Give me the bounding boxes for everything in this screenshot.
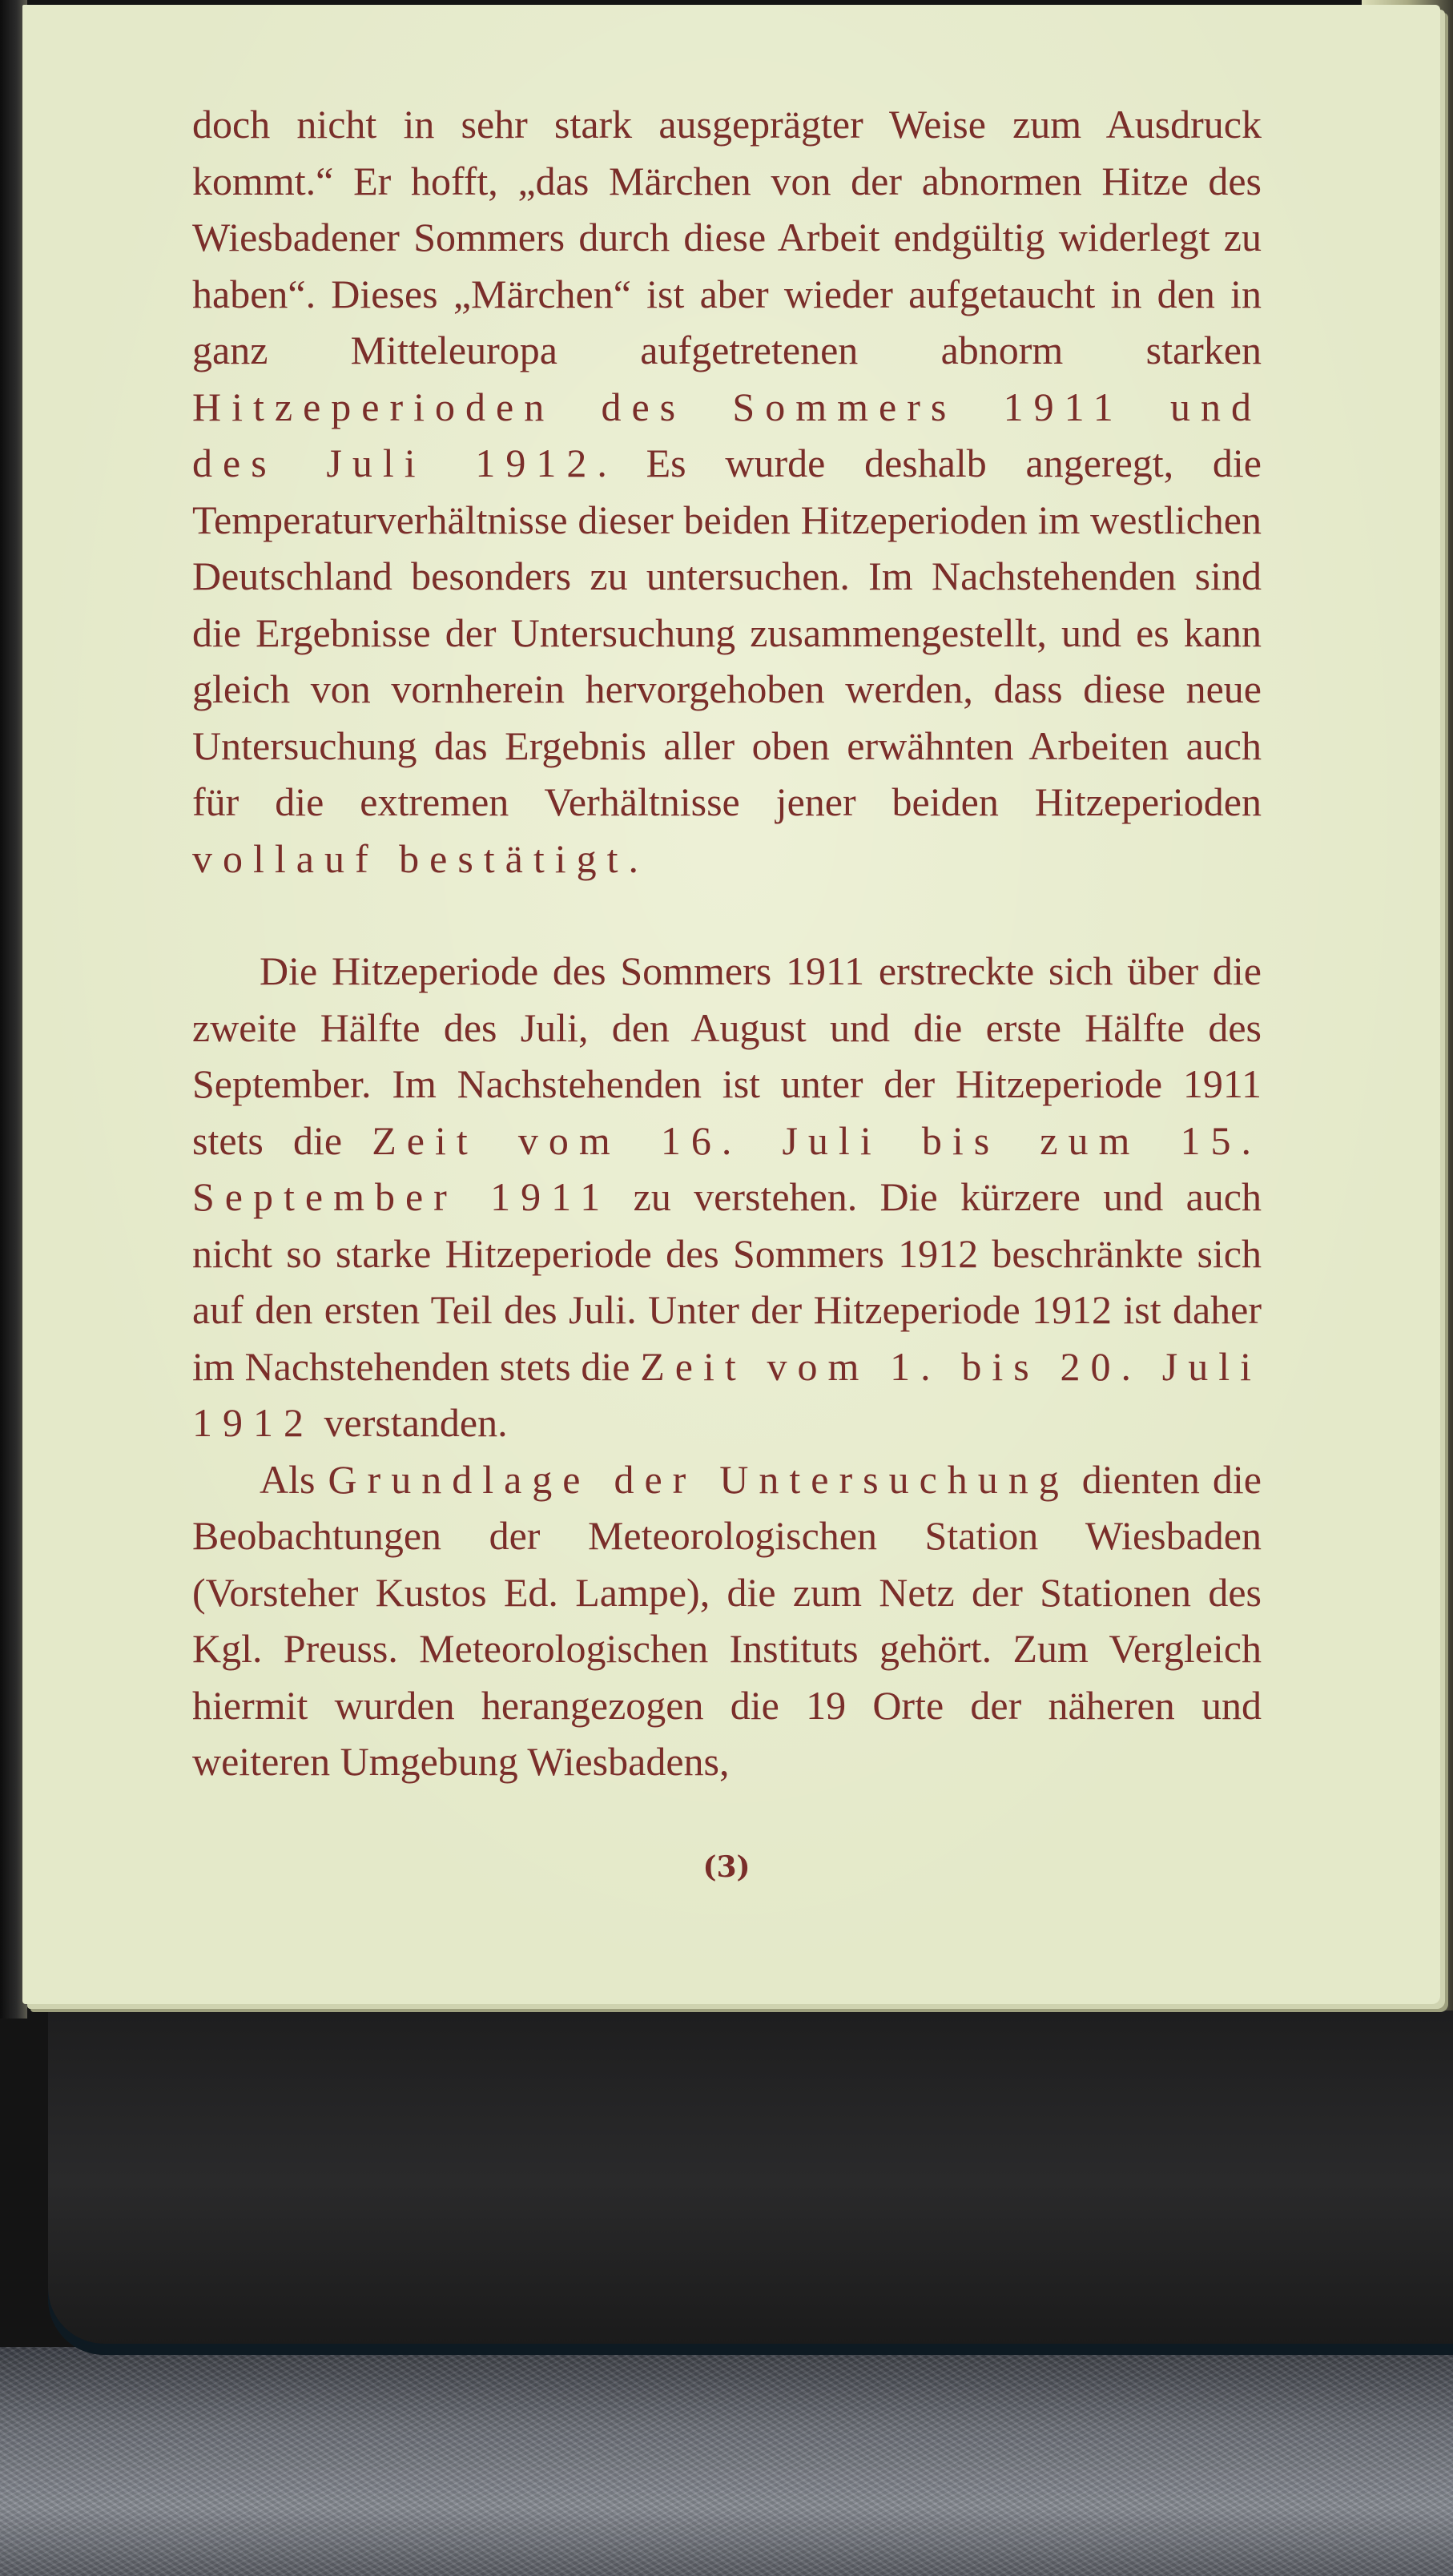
text-run: dienten die Beobachtungen der Meteorologischen Station Wiesbaden (Vorsteher Kustos Ed. Lampe), die zum Netz der Stationen des Kgl. Preuss. Meteorologischen Instituts gehört. Zum Vergleich hiermit wurden herangezogen die 19 Orte der näheren und weiteren Umgebung Wiesbadens,: [192, 1456, 1262, 1784]
spaced-emphasis: Grundlage der Untersuchung: [328, 1456, 1069, 1502]
text-run: .: [628, 835, 639, 881]
fabric-background: [0, 2347, 1453, 2576]
text-run: Als: [260, 1456, 328, 1502]
spaced-emphasis: vollauf bestätigt: [192, 835, 629, 881]
spaced-emphasis: Zeit vom 16. Juli bis zum 15. September 1911: [192, 1117, 1262, 1219]
text-run: . Es wurde deshalb angeregt, die Temperaturverhältnisse dieser beiden Hitzeperioden im westlichen Deutschland besonders zu untersuchen. Im Nachstehenden sind die Ergebnisse der Untersuchung zusammengestellt, und es kann gleich von vornherein hervorgehoben werden, dass diese neue Untersuchung das Ergebnis aller oben erwähnten Arbeiten auch für die extremen Verhältnisse jener beiden Hitzeperioden: [192, 441, 1262, 824]
paragraph-1: [192, 96, 1262, 887]
text-run: Die Hitzeperiode des Sommers 1911 erstreckte sich über die zweite Hälfte des Juli, den August und die erste Hälfte des September. Im Nachstehenden ist unter der Hitzeperiode 1911 stets die: [192, 948, 1262, 1163]
book-cover: [48, 1970, 1453, 2355]
spaced-emphasis: Hitzeperioden des Sommers 1911 und des Juli 1912: [192, 384, 1262, 485]
spaced-emphasis: Zeit vom 1. bis 20. Juli 1912: [192, 1343, 1262, 1445]
page-text: [192, 96, 1262, 1790]
text-run: doch nicht in sehr stark ausgeprägter Weise zum Ausdruck kommt.“ Er hofft, „das Märchen von der abnormen Hitze des Wiesbadener Sommers durch diese Arbeit endgültig widerlegt zu haben“. Dieses „Märchen“ ist aber wieder aufgetaucht in den in ganz Mitteleuropa aufgetretenen abnorm starken: [192, 102, 1262, 372]
paragraph-3: [192, 1451, 1262, 1790]
paragraph-2: [192, 943, 1262, 1451]
text-run: verstanden.: [314, 1400, 508, 1445]
text-run: zu verstehen. Die kürzere und auch nicht so starke Hitzeperiode des Sommers 1912 beschränkte sich auf den ersten Teil des Juli. Unter der Hitzeperiode 1912 ist daher im Nachstehenden stets die: [192, 1174, 1262, 1389]
page-number: (3): [702, 1850, 751, 1884]
